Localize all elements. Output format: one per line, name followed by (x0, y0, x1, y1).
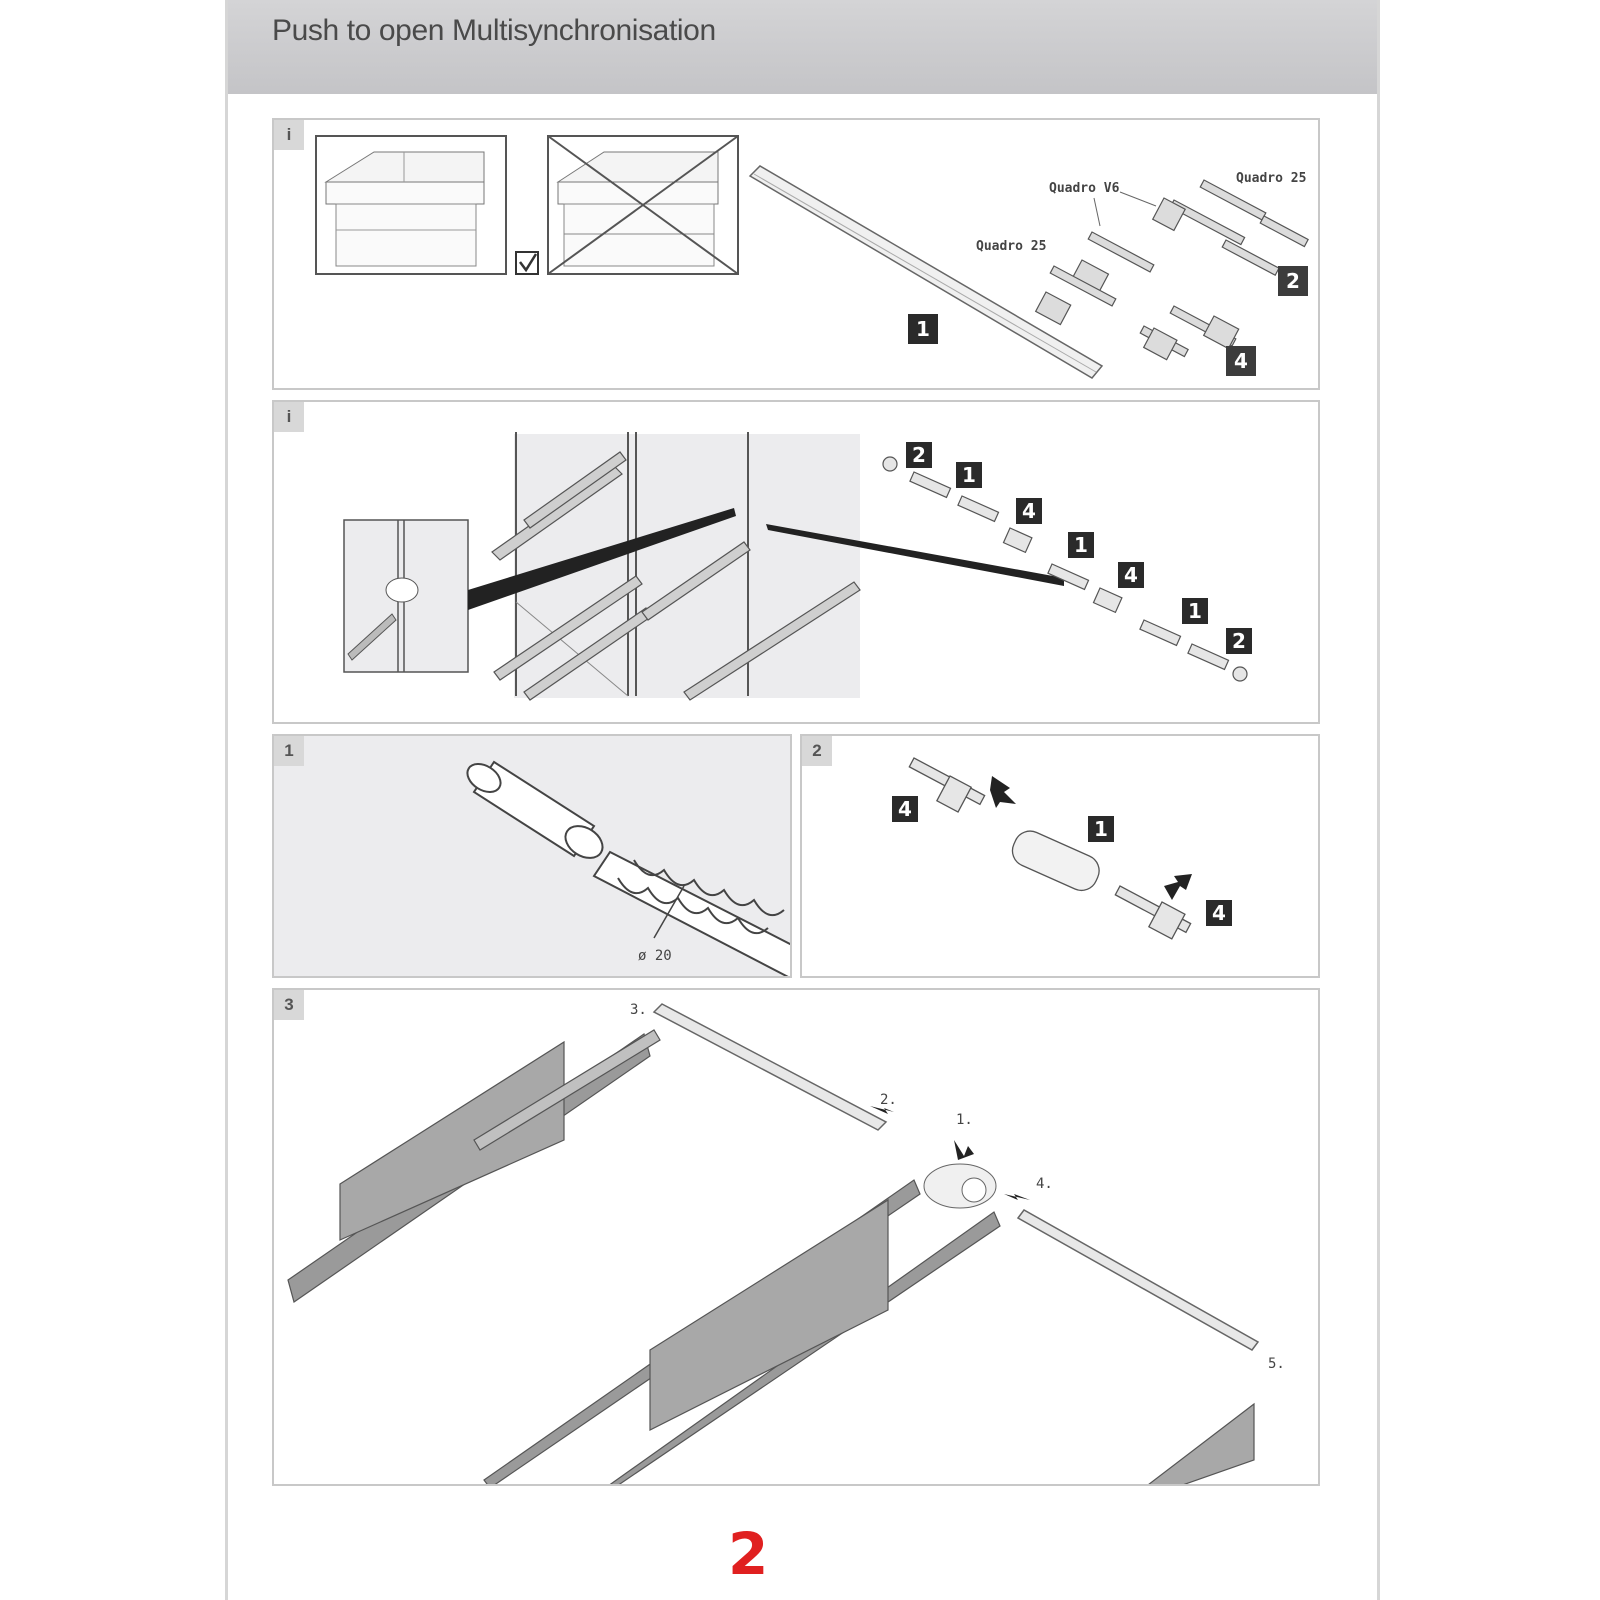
svg-text:4: 4 (1124, 563, 1138, 587)
cabinet-correct-illustration (316, 136, 506, 274)
panel-tag: i (274, 120, 304, 150)
svg-text:2: 2 (912, 443, 926, 467)
panel-tag: 2 (802, 736, 832, 766)
svg-text:2.: 2. (880, 1092, 897, 1108)
badge-connector-a (1278, 266, 1308, 296)
step-panel-connect (800, 734, 1320, 978)
page-title: Push to open Multisynchronisation (272, 14, 716, 47)
connector-parts (1036, 180, 1308, 360)
svg-text:1: 1 (962, 463, 976, 487)
svg-text:4: 4 (1022, 499, 1036, 523)
step-panel-install (272, 988, 1320, 1486)
synchronisation-rod (750, 166, 1102, 378)
parts-illustration (274, 120, 1320, 390)
svg-text:2: 2 (1232, 629, 1246, 653)
panel-tag: i (274, 402, 304, 432)
svg-text:4: 4 (1212, 901, 1226, 925)
svg-text:1: 1 (1188, 599, 1202, 623)
drill-diameter-label: ø 20 (638, 948, 672, 964)
label-quadro-v6: Quadro V6 (1049, 181, 1120, 196)
checkmark-icon (516, 252, 538, 274)
cabinet-incorrect-illustration (548, 136, 738, 274)
panel-tag: 3 (274, 990, 304, 1020)
label-quadro-25-top: Quadro 25 (1236, 171, 1307, 186)
svg-text:3.: 3. (630, 1002, 647, 1018)
panel-tag: 1 (274, 736, 304, 766)
info-panel-parts (272, 118, 1320, 390)
step-panel-drill (272, 734, 792, 978)
manual-page (225, 0, 1380, 1600)
svg-text:4.: 4. (1036, 1176, 1053, 1192)
connector-illustration (802, 736, 1320, 978)
chain-badges (906, 442, 1252, 654)
label-quadro-25-left: Quadro 25 (976, 239, 1047, 254)
svg-text:1: 1 (1074, 533, 1088, 557)
svg-text:2: 2 (1286, 269, 1300, 293)
svg-text:5.: 5. (1268, 1356, 1285, 1372)
badge-rod (908, 314, 938, 344)
badge-connector-b (1226, 346, 1256, 376)
page-header (228, 0, 1377, 94)
info-panel-assembly (272, 400, 1320, 724)
svg-text:4: 4 (898, 797, 912, 821)
drill-illustration (274, 736, 792, 978)
assembly-overview-illustration (274, 402, 1320, 724)
svg-text:1.: 1. (956, 1112, 973, 1128)
page-number: 2 (728, 1520, 769, 1588)
svg-text:1: 1 (1094, 817, 1108, 841)
svg-text:4: 4 (1234, 349, 1248, 373)
svg-text:1: 1 (916, 317, 930, 341)
installation-illustration (274, 990, 1320, 1486)
